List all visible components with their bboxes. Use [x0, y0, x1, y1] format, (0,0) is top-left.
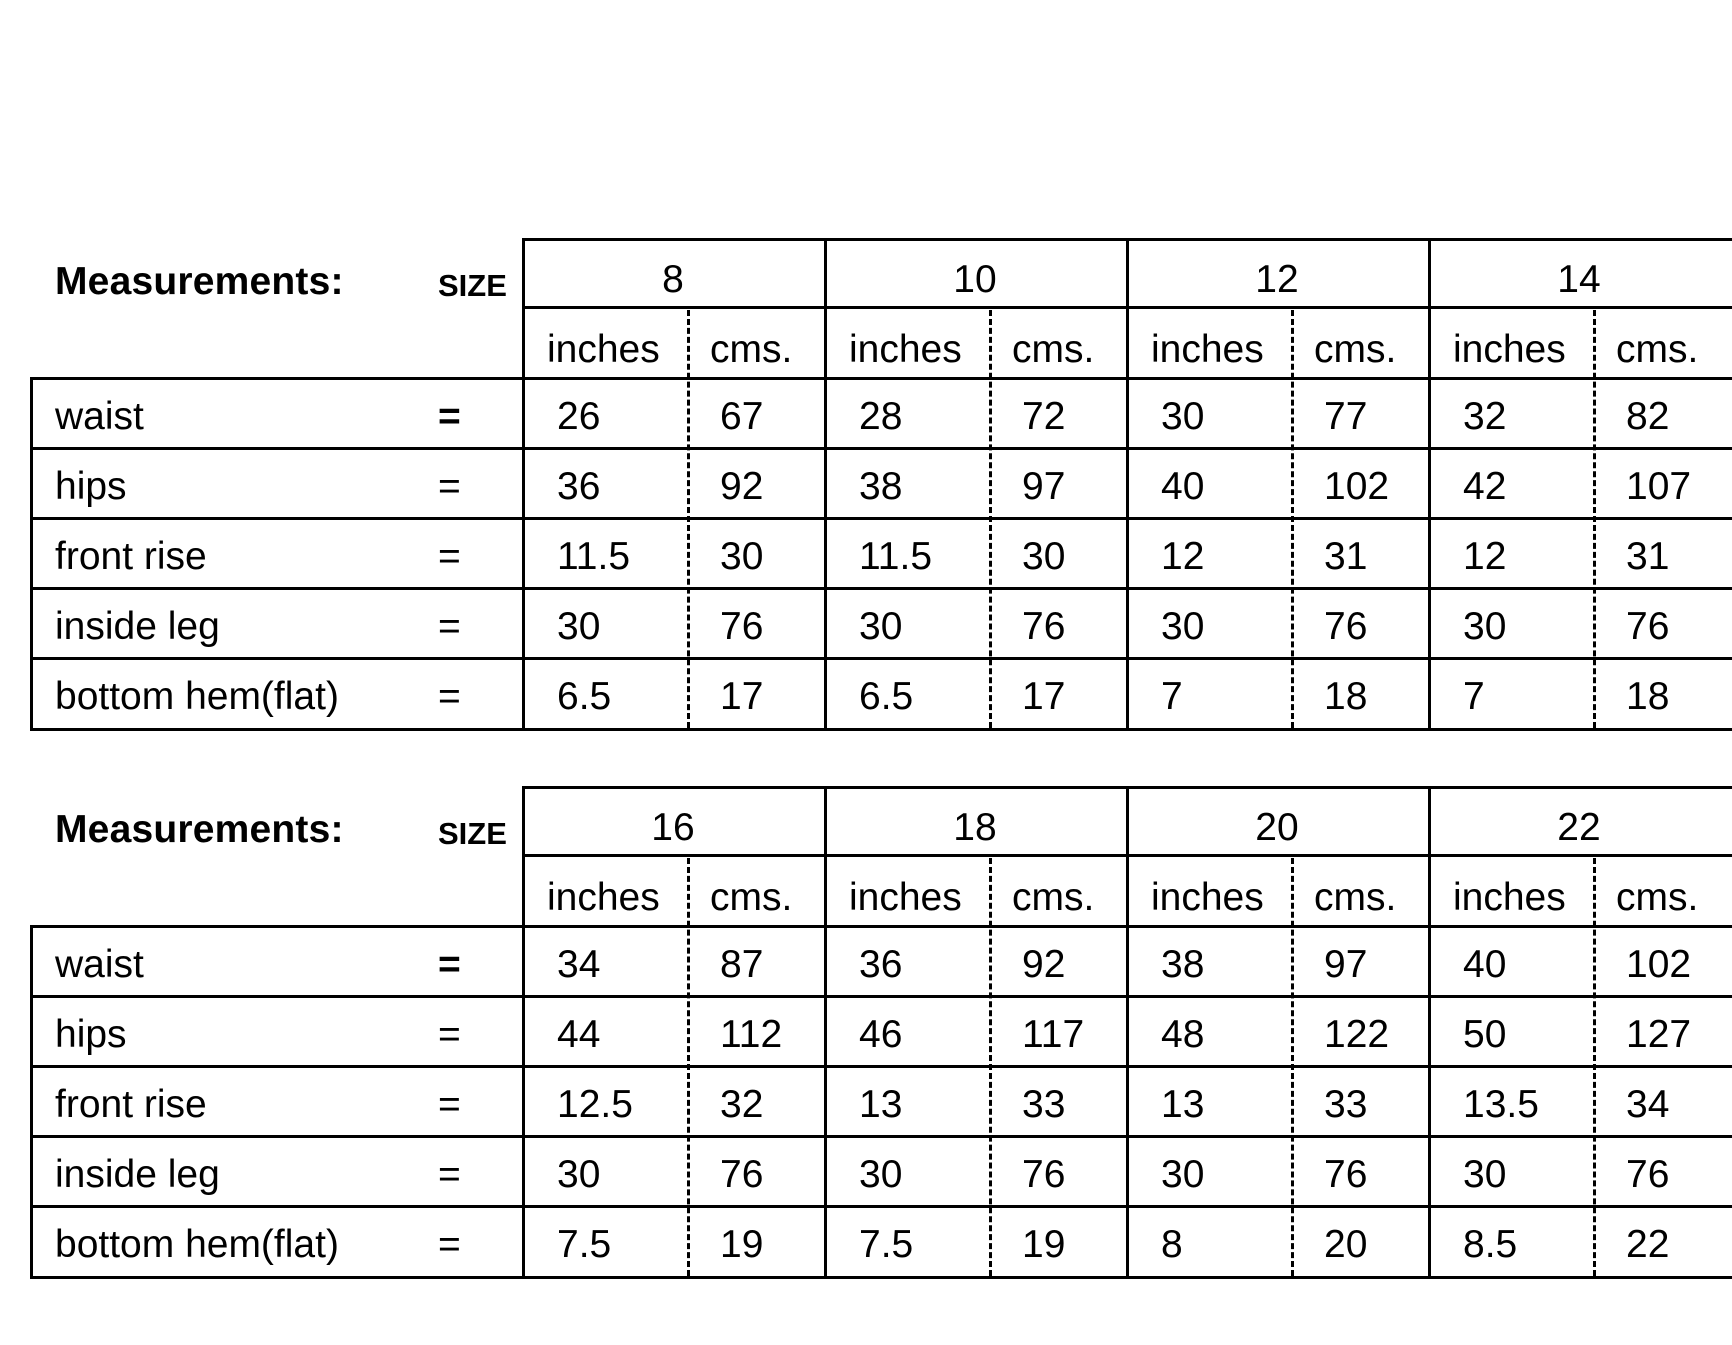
- measurement-name: front rise: [55, 1083, 207, 1126]
- unit-cms: cms.: [1314, 328, 1397, 371]
- measurement-name: waist: [55, 943, 144, 986]
- value-cms: 87: [720, 943, 764, 986]
- value-cms: 97: [1022, 465, 1066, 508]
- value-inches: 7.5: [859, 1223, 914, 1266]
- size-header: 12: [1255, 258, 1299, 301]
- unit-divider: [687, 858, 690, 1276]
- unit-inches: inches: [849, 876, 962, 919]
- value-cms: 102: [1324, 465, 1390, 508]
- value-cms: 127: [1626, 1013, 1692, 1056]
- value-inches: 30: [557, 1153, 601, 1196]
- value-cms: 33: [1022, 1083, 1066, 1126]
- row-divider: [30, 447, 1732, 450]
- equals-sign: =: [438, 1223, 461, 1266]
- size-header: 18: [953, 806, 997, 849]
- unit-cms: cms.: [1012, 328, 1095, 371]
- measurements-title: Measurements:: [55, 808, 344, 851]
- row-divider: [30, 587, 1732, 590]
- row-divider: [30, 1205, 1732, 1208]
- value-inches: 38: [1161, 943, 1205, 986]
- row-divider: [30, 1135, 1732, 1138]
- equals-sign: =: [438, 675, 461, 718]
- value-inches: 12.5: [557, 1083, 633, 1126]
- value-inches: 32: [1463, 395, 1507, 438]
- unit-divider: [687, 310, 690, 728]
- value-cms: 77: [1324, 395, 1368, 438]
- value-cms: 22: [1626, 1223, 1670, 1266]
- value-cms: 72: [1022, 395, 1066, 438]
- size-header: 14: [1557, 258, 1601, 301]
- value-inches: 30: [1463, 605, 1507, 648]
- value-inches: 6.5: [557, 675, 612, 718]
- group-divider: [824, 238, 827, 731]
- value-inches: 30: [1161, 395, 1205, 438]
- size-chart-2: [0, 786, 1732, 1286]
- unit-divider: [989, 858, 992, 1276]
- value-inches: 13: [859, 1083, 903, 1126]
- value-inches: 34: [557, 943, 601, 986]
- equals-sign: =: [438, 535, 461, 578]
- unit-inches: inches: [1151, 328, 1264, 371]
- value-inches: 30: [557, 605, 601, 648]
- unit-inches: inches: [1453, 328, 1566, 371]
- value-cms: 31: [1324, 535, 1368, 578]
- measurement-name: bottom hem(flat): [55, 1223, 339, 1266]
- row-divider: [30, 1065, 1732, 1068]
- unit-cms: cms.: [1012, 876, 1095, 919]
- value-cms: 97: [1324, 943, 1368, 986]
- value-inches: 42: [1463, 465, 1507, 508]
- size-chart-1: [0, 238, 1732, 738]
- group-divider: [522, 786, 525, 1279]
- value-inches: 40: [1161, 465, 1205, 508]
- unit-inches: inches: [547, 328, 660, 371]
- value-cms: 18: [1626, 675, 1670, 718]
- value-cms: 30: [1022, 535, 1066, 578]
- value-cms: 76: [1626, 605, 1670, 648]
- value-inches: 12: [1463, 535, 1507, 578]
- unit-cms: cms.: [710, 876, 793, 919]
- equals-sign: =: [438, 1013, 461, 1056]
- value-inches: 13.5: [1463, 1083, 1539, 1126]
- unit-inches: inches: [1151, 876, 1264, 919]
- value-inches: 11.5: [859, 535, 933, 578]
- value-cms: 76: [1324, 1153, 1368, 1196]
- value-cms: 76: [1022, 1153, 1066, 1196]
- value-inches: 40: [1463, 943, 1507, 986]
- value-cms: 92: [1022, 943, 1066, 986]
- measurement-name: front rise: [55, 535, 207, 578]
- value-cms: 76: [720, 1153, 764, 1196]
- value-cms: 122: [1324, 1013, 1390, 1056]
- row-divider: [30, 517, 1732, 520]
- measurement-name: hips: [55, 465, 127, 508]
- value-cms: 107: [1626, 465, 1692, 508]
- group-divider: [824, 786, 827, 1279]
- value-inches: 8.5: [1463, 1223, 1518, 1266]
- value-cms: 117: [1022, 1013, 1085, 1056]
- equals-sign: =: [438, 395, 461, 438]
- value-cms: 67: [720, 395, 764, 438]
- size-header: 20: [1255, 806, 1299, 849]
- value-inches: 48: [1161, 1013, 1205, 1056]
- unit-divider: [1291, 858, 1294, 1276]
- value-cms: 19: [720, 1223, 764, 1266]
- size-label: SIZE: [438, 816, 507, 851]
- value-inches: 26: [557, 395, 601, 438]
- value-inches: 8: [1161, 1223, 1183, 1266]
- value-cms: 76: [720, 605, 764, 648]
- value-inches: 46: [859, 1013, 903, 1056]
- measurement-name: hips: [55, 1013, 127, 1056]
- value-cms: 30: [720, 535, 764, 578]
- value-inches: 38: [859, 465, 903, 508]
- value-cms: 32: [720, 1083, 764, 1126]
- value-cms: 112: [720, 1013, 783, 1056]
- value-inches: 36: [557, 465, 601, 508]
- measurement-name: waist: [55, 395, 144, 438]
- unit-cms: cms.: [1616, 328, 1699, 371]
- value-inches: 7: [1161, 675, 1183, 718]
- value-cms: 18: [1324, 675, 1368, 718]
- unit-divider: [1593, 858, 1596, 1276]
- equals-sign: =: [438, 605, 461, 648]
- value-cms: 33: [1324, 1083, 1368, 1126]
- measurement-name: inside leg: [55, 1153, 220, 1196]
- value-cms: 76: [1324, 605, 1368, 648]
- measurement-name: inside leg: [55, 605, 220, 648]
- equals-sign: =: [438, 943, 461, 986]
- value-cms: 82: [1626, 395, 1670, 438]
- group-divider: [1428, 786, 1431, 1279]
- size-header: 8: [662, 258, 684, 301]
- value-cms: 31: [1626, 535, 1670, 578]
- size-header: 10: [953, 258, 997, 301]
- value-cms: 17: [1022, 675, 1066, 718]
- value-cms: 19: [1022, 1223, 1066, 1266]
- unit-cms: cms.: [1314, 876, 1397, 919]
- unit-inches: inches: [1453, 876, 1566, 919]
- value-inches: 7.5: [557, 1223, 612, 1266]
- value-cms: 20: [1324, 1223, 1368, 1266]
- value-inches: 30: [1463, 1153, 1507, 1196]
- value-cms: 76: [1022, 605, 1066, 648]
- group-divider: [1126, 238, 1129, 731]
- unit-cms: cms.: [1616, 876, 1699, 919]
- equals-sign: =: [438, 465, 461, 508]
- value-inches: 7: [1463, 675, 1485, 718]
- group-divider: [1428, 238, 1431, 731]
- measurements-title: Measurements:: [55, 260, 344, 303]
- value-inches: 36: [859, 943, 903, 986]
- value-inches: 13: [1161, 1083, 1205, 1126]
- measurement-name: bottom hem(flat): [55, 675, 339, 718]
- value-inches: 50: [1463, 1013, 1507, 1056]
- unit-divider: [1593, 310, 1596, 728]
- size-label: SIZE: [438, 268, 507, 303]
- row-divider: [30, 995, 1732, 998]
- size-header: 16: [651, 806, 695, 849]
- value-inches: 30: [859, 605, 903, 648]
- value-inches: 30: [859, 1153, 903, 1196]
- value-inches: 28: [859, 395, 903, 438]
- value-cms: 92: [720, 465, 764, 508]
- value-cms: 17: [720, 675, 764, 718]
- unit-divider: [989, 310, 992, 728]
- unit-divider: [1291, 310, 1294, 728]
- equals-sign: =: [438, 1083, 461, 1126]
- value-inches: 6.5: [859, 675, 914, 718]
- unit-inches: inches: [849, 328, 962, 371]
- group-divider: [1126, 786, 1129, 1279]
- row-divider: [30, 657, 1732, 660]
- group-divider: [522, 238, 525, 731]
- value-inches: 44: [557, 1013, 601, 1056]
- value-inches: 11.5: [557, 535, 631, 578]
- value-cms: 102: [1626, 943, 1692, 986]
- equals-sign: =: [438, 1153, 461, 1196]
- size-header: 22: [1557, 806, 1601, 849]
- value-inches: 30: [1161, 605, 1205, 648]
- value-inches: 30: [1161, 1153, 1205, 1196]
- value-inches: 12: [1161, 535, 1205, 578]
- unit-inches: inches: [547, 876, 660, 919]
- value-cms: 76: [1626, 1153, 1670, 1196]
- value-cms: 34: [1626, 1083, 1670, 1126]
- unit-cms: cms.: [710, 328, 793, 371]
